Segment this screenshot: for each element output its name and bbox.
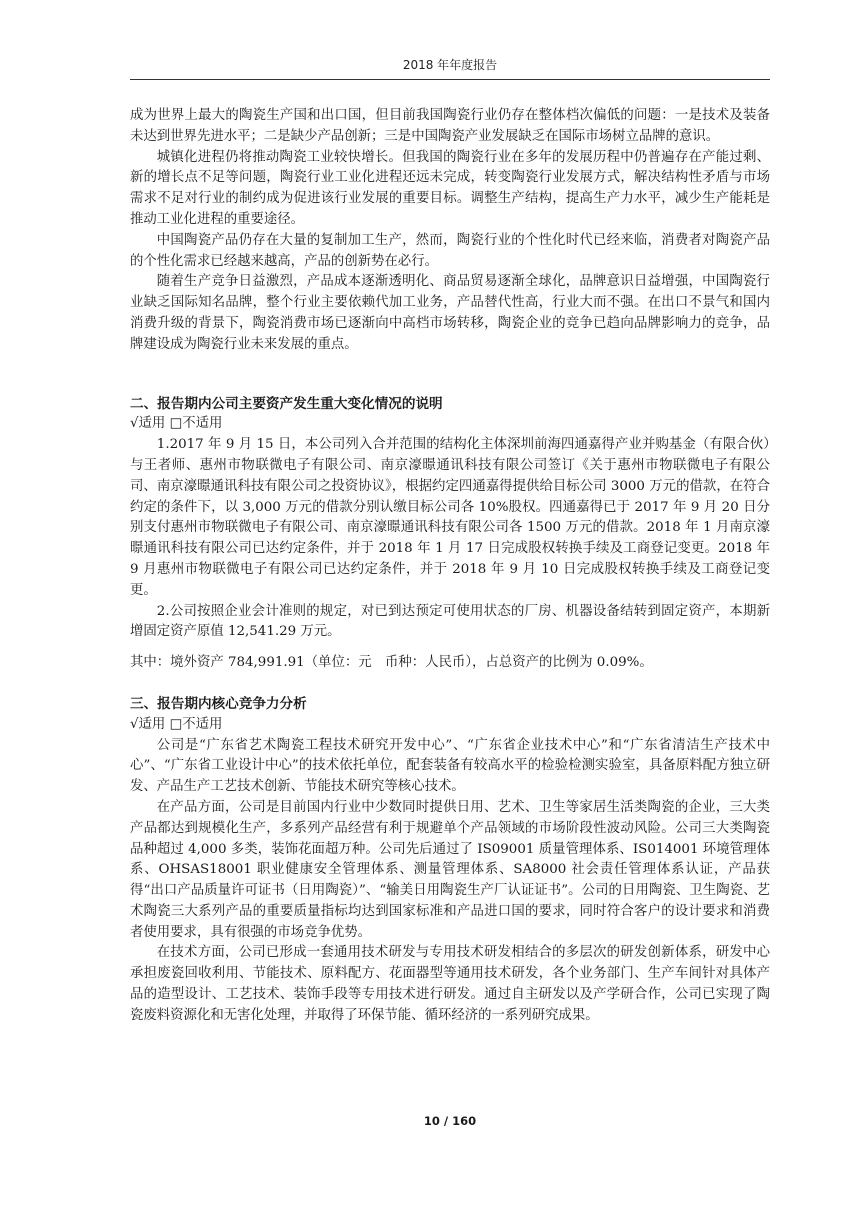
section-spacer xyxy=(130,356,770,394)
page-header: 2018 年年度报告 xyxy=(402,58,498,72)
document-body xyxy=(130,106,770,1027)
header-divider xyxy=(130,79,770,80)
section3-paragraph-2: 在产品方面，公司是目前国内行业中少数同时提供日用、艺术、卫生等家居生活类陶瓷的企业，三大类产品都达到规模化生产，多系列产品经营有利于规避单个产品领域的市场阶段性波动风险。公司三大类陶瓷品种超过 4,000 多类，装饰花面超万种。公司先后通过了 IS09001 质量管理体系、IS014001 环境管理体系、OHSAS18001 职业健康安全管理体系、测量管理体系、SA8000 社会责任管理体系认证，产品获得“出口产品质量许可证书（日用陶瓷）”、“输美日用陶瓷生产厂认证证书”。公司的日用陶瓷、卫生陶瓷、艺术陶瓷三大系列产品的重要质量指标均达到国家标准和产品进口国的要求，同时符合客户的设计要求和消费者使用要求，具有很强的市场竞争优势。 xyxy=(130,799,770,940)
page-number: 10 / 160 xyxy=(423,1114,477,1128)
section3-applicable: √适用 □不适用 xyxy=(130,716,223,732)
spacer xyxy=(130,674,770,694)
section2-applicable: √适用 □不适用 xyxy=(130,416,223,432)
section3-heading: 三、报告期内核心竞争力分析 xyxy=(130,695,307,712)
section2-item-1: 1.2017 年 9 月 15 日，本公司列入合并范围的结构化主体深圳前海四通嘉得产业并购基金（有限合伙）与王者师、惠州市物联微电子有限公司、南京濠暻通讯科技有限公司签订《关于惠州市物联微电子有限公司、南京濠暻通讯科技有限公司之投资协议》，根据约定四通嘉得提供给目标公司 3000 万元的借款，在符合约定的条件下，以 3,000 万元的借款分别认缴目标公司各 10%股权。四通嘉得已于 2017 年 9 月 20 日分别支付惠州市物联微电子有限公司、南京濠暻通讯科技有限公司各 1500 万元的借款。2018 年 1 月南京濠暻通讯科技有限公司已达约定条件，并于 2018 年 1 月 17 日完成股权转换手续及工商登记变更。2018 年 9 月惠州市物联微电子有限公司已达约定条件，并于 2018 年 9 月 10 日完成股权转换手续及工商登记变更。 xyxy=(130,437,770,598)
intro-paragraph-1: 成为世界上最大的陶瓷生产国和出口国，但目前我国陶瓷行业仍存在整体档次偏低的问题：一是技术及装备未达到世界先进水平；二是缺少产品创新；三是中国陶瓷产业发展缺乏在国际市场树立品牌的意识。 xyxy=(130,108,770,144)
section2-overseas-assets: 其中：境外资产 784,991.91（单位：元 币种：人民币），占总资产的比例为 0.09%。 xyxy=(130,655,653,671)
section2-item-2: 2.公司按照企业会计准则的规定，对已到达预定可使用状态的厂房、机器设备结转到固定资产，本期新增固定资产原值 12,541.29 万元。 xyxy=(130,603,770,640)
spacer xyxy=(130,643,770,653)
section3-paragraph-1: 公司是“广东省艺术陶瓷工程技术研究开发中心”、“广东省企业技术中心”和“广东省清洁生产技术中心”、“广东省工业设计中心”的技术依托单位，配套装备有较高水平的检验检测实验室，具备原料配方独立研发、产品生产工艺技术创新、节能技术研究等核心技术。 xyxy=(130,737,770,795)
intro-paragraph-3: 中国陶瓷产品仍存在大量的复制加工生产，然而，陶瓷行业的个性化时代已经来临，消费者对陶瓷产品的个性化需求已经越来越高，产品的创新势在必行。 xyxy=(130,232,770,269)
section2-heading: 二、报告期内公司主要资产发生重大变化情况的说明 xyxy=(130,395,443,412)
intro-paragraph-2: 城镇化进程仍将推动陶瓷工业较快增长。但我国的陶瓷行业在多年的发展历程中仍普遍存在产能过剩、新的增长点不足等问题，陶瓷行业工业化进程还远未完成，转变陶瓷行业发展方式，解决结构性矛盾与市场需求不足对行业的制约成为促进该行业发展的重要目标。调整生产结构，提高生产力水平，减少生产能耗是推动工业化进程的重要途径。 xyxy=(130,149,770,227)
section3-paragraph-3: 在技术方面，公司已形成一套通用技术研发与专用技术研发相结合的多层次的研发创新体系，研发中心承担废瓷回收利用、节能技术、原料配方、花面器型等通用技术研发，各个业务部门、生产车间针对具体产品的造型设计、工艺技术、装饰手段等专用技术进行研发。通过自主研发以及产学研合作，公司已实现了陶瓷废料资源化和无害化处理，并取得了环保节能、循环经济的一系列研究成果。 xyxy=(130,945,770,1023)
intro-paragraph-4: 随着生产竞争日益激烈，产品成本逐渐透明化、商品贸易逐渐全球化，品牌意识日益增强，中国陶瓷行业缺乏国际知名品牌，整个行业主要依赖代加工业务，产品替代性高，行业大而不强。在出口不景气和国内消费升级的背景下，陶瓷消费市场已逐渐向中高档市场转移，陶瓷企业的竞争已趋向品牌影响力的竞争，品牌建设成为陶瓷行业未来发展的重点。 xyxy=(130,274,770,352)
